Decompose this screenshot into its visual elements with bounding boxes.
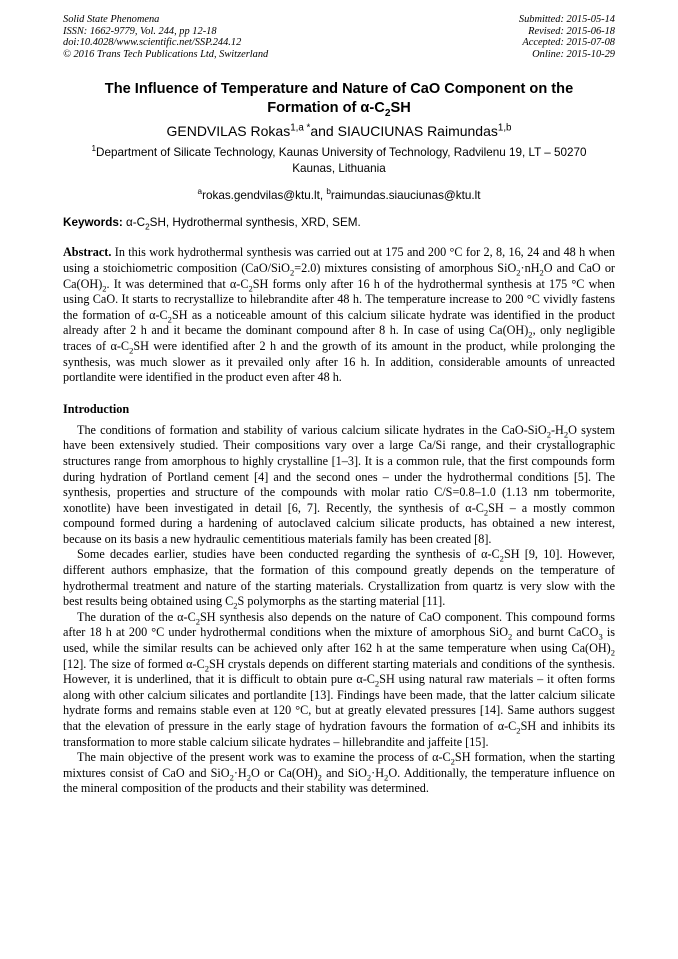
intro-paragraph-2: Some decades earlier, studies have been conducted regarding the synthesis of $\alpha-C_2SH$ [9, 10]. However, different authors emphasize, that the formation of this compound greatly depends on the temperature of hydrothermal treatment and nature of the starting materials. Crystallization from quartz is very slow with the best results being obtained using $C_2S$ polymorphs as the starting material [11].: [63, 547, 615, 611]
online-date: Online: 2015-10-29: [532, 48, 615, 60]
doi: doi:10.4028/www.scientific.net/SSP.244.12: [63, 37, 242, 49]
keywords: Keywords: $\alpha-C_2SH$, Hydrothermal synthesis, XRD, SEM.: [63, 216, 361, 232]
keywords-label: Keywords:: [63, 216, 123, 230]
author-emails: $^a$rokas.gendvilas@ktu.lt, $^b$raimundas.siauciunas@ktu.lt: [197, 187, 481, 203]
title-line-2: Formation of $\alpha-C_2SH$: [267, 100, 411, 120]
authors: GENDVILAS Rokas$^{1,a *}$and SIAUCIUNAS Raimundas$^{1,b}$: [166, 122, 512, 140]
journal-info: [63, 14, 268, 60]
author-1: GENDVILAS Rokas: [166, 123, 291, 140]
paper-page: [63, 14, 615, 797]
paper-title: [63, 80, 615, 118]
email-a[interactable]: rokas.gendvilas@ktu.lt,: [202, 189, 327, 203]
issn: ISSN: 1662-9779, Vol. 244, pp 12-18: [63, 25, 217, 37]
abstract: Abstract. In this work hydrothermal synthesis was carried out at 175 and 200 °C for 2, 8, 16, 24 and 48 h when using a stoichiometric composition (CaO/SiO$_2$=2.0) mixtures consisting of amorphous $SiO_2\cdot nH_2O$ and CaO or $Ca(OH)_2$. It was determined that $\alpha-C_2SH$ forms only after 16 h of the hydrothermal synthesis at 175 °C when using CaO. It starts to recrystallize to hilebrandite after 48 h. The temperature increase to 200 °C vividly fastens the formation of $\alpha-C_2SH$ as a noticeable amount of this calcium silicate hydrate was identified in the product already after 2 h and it became the dominant compound after 8 h. In case of using $Ca(OH)_2$, only negligible traces of $\alpha-C_2SH$ were identified after 2 h and the growth of its amount in the product, while prolonging the synthesis, was much slower as it prevailed only after 16 h. In addition, considerable amounts of unreacted portlandite were identified in the product even after 48 h.: [63, 245, 616, 385]
affiliation: $^1$Department of Silicate Technology, Kaunas University of Technology, Radvilenu 19, LT – 50270 Kaunas, Lithuania: [91, 144, 587, 176]
title-line-1: The Influence of Temperature and Nature of CaO Component on the: [104, 81, 574, 98]
revised-date: Revised: 2015-06-18: [528, 25, 615, 37]
intro-paragraph-3: The duration of the $\alpha-C_2SH$ synthesis also depends on the nature of CaO component. This compound forms after 18 h at 200 °C under hydrothermal conditions when the mixture of amorphous SiO$_2$ and burnt CaCO$_3$ is used, while the similar results can be achieved only after 162 h at the same temperature when using $Ca(OH)_2$ [12]. The size of formed $\alpha-C_2SH$ crystals depends on different starting materials and conditions of the synthesis. However, it is underlined, that it is difficult to obtain pure $\alpha-C_2SH$ using natural raw materials – it often forms along with other calcium silicates and portlandite [13]. Findings have been made, that the latter calcium silicate hydrate forms and remains stable even at 120 °C, but at greatly elevated pressures [14]. Same authors suggest that the elevation of pressure in the early stage of hydration favours the formation of $\alpha-C_2SH$ and inhibits its transformation to more stable calcium silicate hydrates – hillebrandite and jaffeite [15].: [63, 609, 616, 749]
author-2: and SIAUCIUNAS Raimundas: [310, 123, 498, 140]
intro-paragraph-4: The main objective of the present work was to examine the process of $\alpha-C_2SH$ formation, when the starting mixtures consist of CaO and $SiO_2\cdot H_2O$ or $Ca(OH)_2$ and $SiO_2\cdot H_2O$. Additionally, the temperature influence on the mineral composition of the products and their stability was determined.: [63, 750, 616, 796]
article-dates: [519, 14, 615, 60]
accepted-date: Accepted: 2015-07-08: [522, 37, 615, 49]
copyright: © 2016 Trans Tech Publications Ltd, Switzerland: [63, 48, 269, 60]
abstract-label: Abstract.: [63, 245, 112, 260]
journal-name: Solid State Phenomena: [63, 14, 160, 25]
email-b[interactable]: raimundas.siauciunas@ktu.lt: [330, 189, 481, 203]
journal-header: [63, 14, 615, 60]
intro-paragraph-1: The conditions of formation and stability of various calcium silicate hydrates in the CaO-$SiO_2-H_2O$ system have been extensively studied. Their compositions vary over a large Ca/Si range, and their crystallographic structures range from amorphous to highly crystalline [1–3]. It is a common rule, that the first compounds form during hydration of Portland cement [4] and the second ones – under the hydrothermal conditions [5]. The synthesis, properties and structure of the compounds with molar ratio C/S=0.8–1.0 (1.13 nm tobermorite, xonotlite) have been investigated in detail [6, 7]. Recently, the synthesis of $\alpha-C_2SH$ – a mostly common compound formed during a hardening of autoclaved calcium silicate products, has obtained a new interest, because on its basis a new hydraulic cementitious materials family has been created [8].: [63, 422, 615, 546]
submitted-date: Submitted: 2015-05-14: [518, 14, 615, 25]
section-heading-introduction: Introduction: [63, 401, 130, 416]
